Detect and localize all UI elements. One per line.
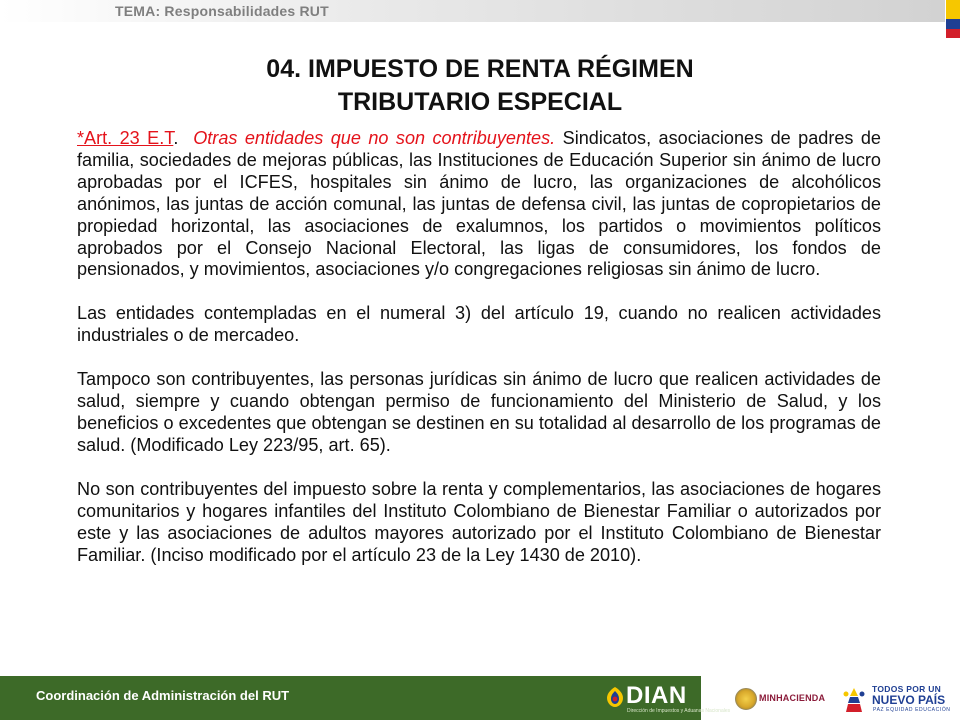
colombia-flag-stripe	[946, 0, 960, 38]
slide-body	[77, 128, 881, 588]
flag-yellow-band	[946, 0, 960, 19]
todos-por-un-nuevo-pais-logo	[840, 680, 958, 718]
dian-logo	[606, 680, 731, 716]
tpn-line-3: PAZ EQUIDAD EDUCACIÓN	[873, 707, 951, 713]
title-line-2: TRIBUTARIO ESPECIAL	[337, 88, 623, 116]
dian-subtitle: Dirección de Impuestos y Aduanas Nacionales	[627, 708, 731, 714]
footer	[0, 676, 960, 720]
article-text: Sindicatos, asociaciones de padres de familia, sociedades de mejoras públicas, las Instituciones de Educación Superior sin ánimo de lucro aprobadas por el ICFES, hospitales sin ánimo de lucro, las organizaciones de alcohólicos anónimos, las juntas de acción comunal, las juntas de defensa civil, las juntas de copropietarios de propiedad horizontal, las asociaciones de exalumnos, los partidos o movimientos políticos aprobados por el Consejo Nacional Electoral, las ligas de consumidores, los fondos de pensionados, y movimientos, asociaciones y/o congregaciones religiosas sin ánimo de lucro.	[77, 128, 881, 280]
slide-title	[0, 53, 960, 119]
footer-coordination-label: Coordinación de Administración del RUT	[36, 688, 290, 703]
paragraph-numeral-3: Las entidades contempladas en el numeral 3) del artículo 19, cuando no realicen actividades industriales o de mercadeo.	[77, 303, 881, 346]
article-heading: Otras entidades que no son contribuyentes.	[193, 128, 556, 148]
minhacienda-logo	[735, 684, 825, 712]
paragraph-health-entities: Tampoco son contribuyentes, las personas jurídicas sin ánimo de lucro que realicen actividades de salud, siempre y cuando obtengan permiso de funcionamiento del Ministerio de Salud, y los beneficios o excedentes que obtengan se destinen en su totalidad al desarrollo de los programas de salud. (Modificado Ley 223/95, art. 65).	[77, 369, 881, 455]
top-bar	[0, 0, 960, 26]
paragraph-community-homes: No son contribuyentes del impuesto sobre la renta y complementarios, las asociaciones de hogares comunitarios y hogares infantiles del Instituto Colombiano de Bienestar Familiar o autorizados por este y las asociaciones de adultos mayores autorizado por el Instituto Colombiano de Bienestar Familiar. (Inciso modificado por el artículo 23 de la Ley 1430 de 2010).	[77, 478, 881, 565]
article-reference-link[interactable]: *Art. 23 E.T	[77, 128, 174, 148]
flag-red-band	[946, 29, 960, 38]
tpn-line-1: TODOS POR UN	[872, 684, 942, 694]
slide-topic: TEMA: Responsabilidades RUT	[115, 3, 329, 19]
dian-emblem-icon	[606, 686, 624, 708]
paragraph-article-23	[77, 128, 881, 281]
flag-blue-band	[946, 19, 960, 29]
minhacienda-wordmark: MINHACIENDA	[759, 693, 826, 703]
coat-of-arms-icon	[735, 688, 757, 710]
nuevo-pais-symbol-icon	[840, 686, 868, 714]
tpn-line-2: NUEVO PAÍS	[872, 693, 946, 707]
title-line-1: 04. IMPUESTO DE RENTA RÉGIMEN	[266, 55, 694, 83]
dian-wordmark: DIAN	[626, 682, 687, 709]
article-reference-separator: .	[173, 128, 179, 148]
